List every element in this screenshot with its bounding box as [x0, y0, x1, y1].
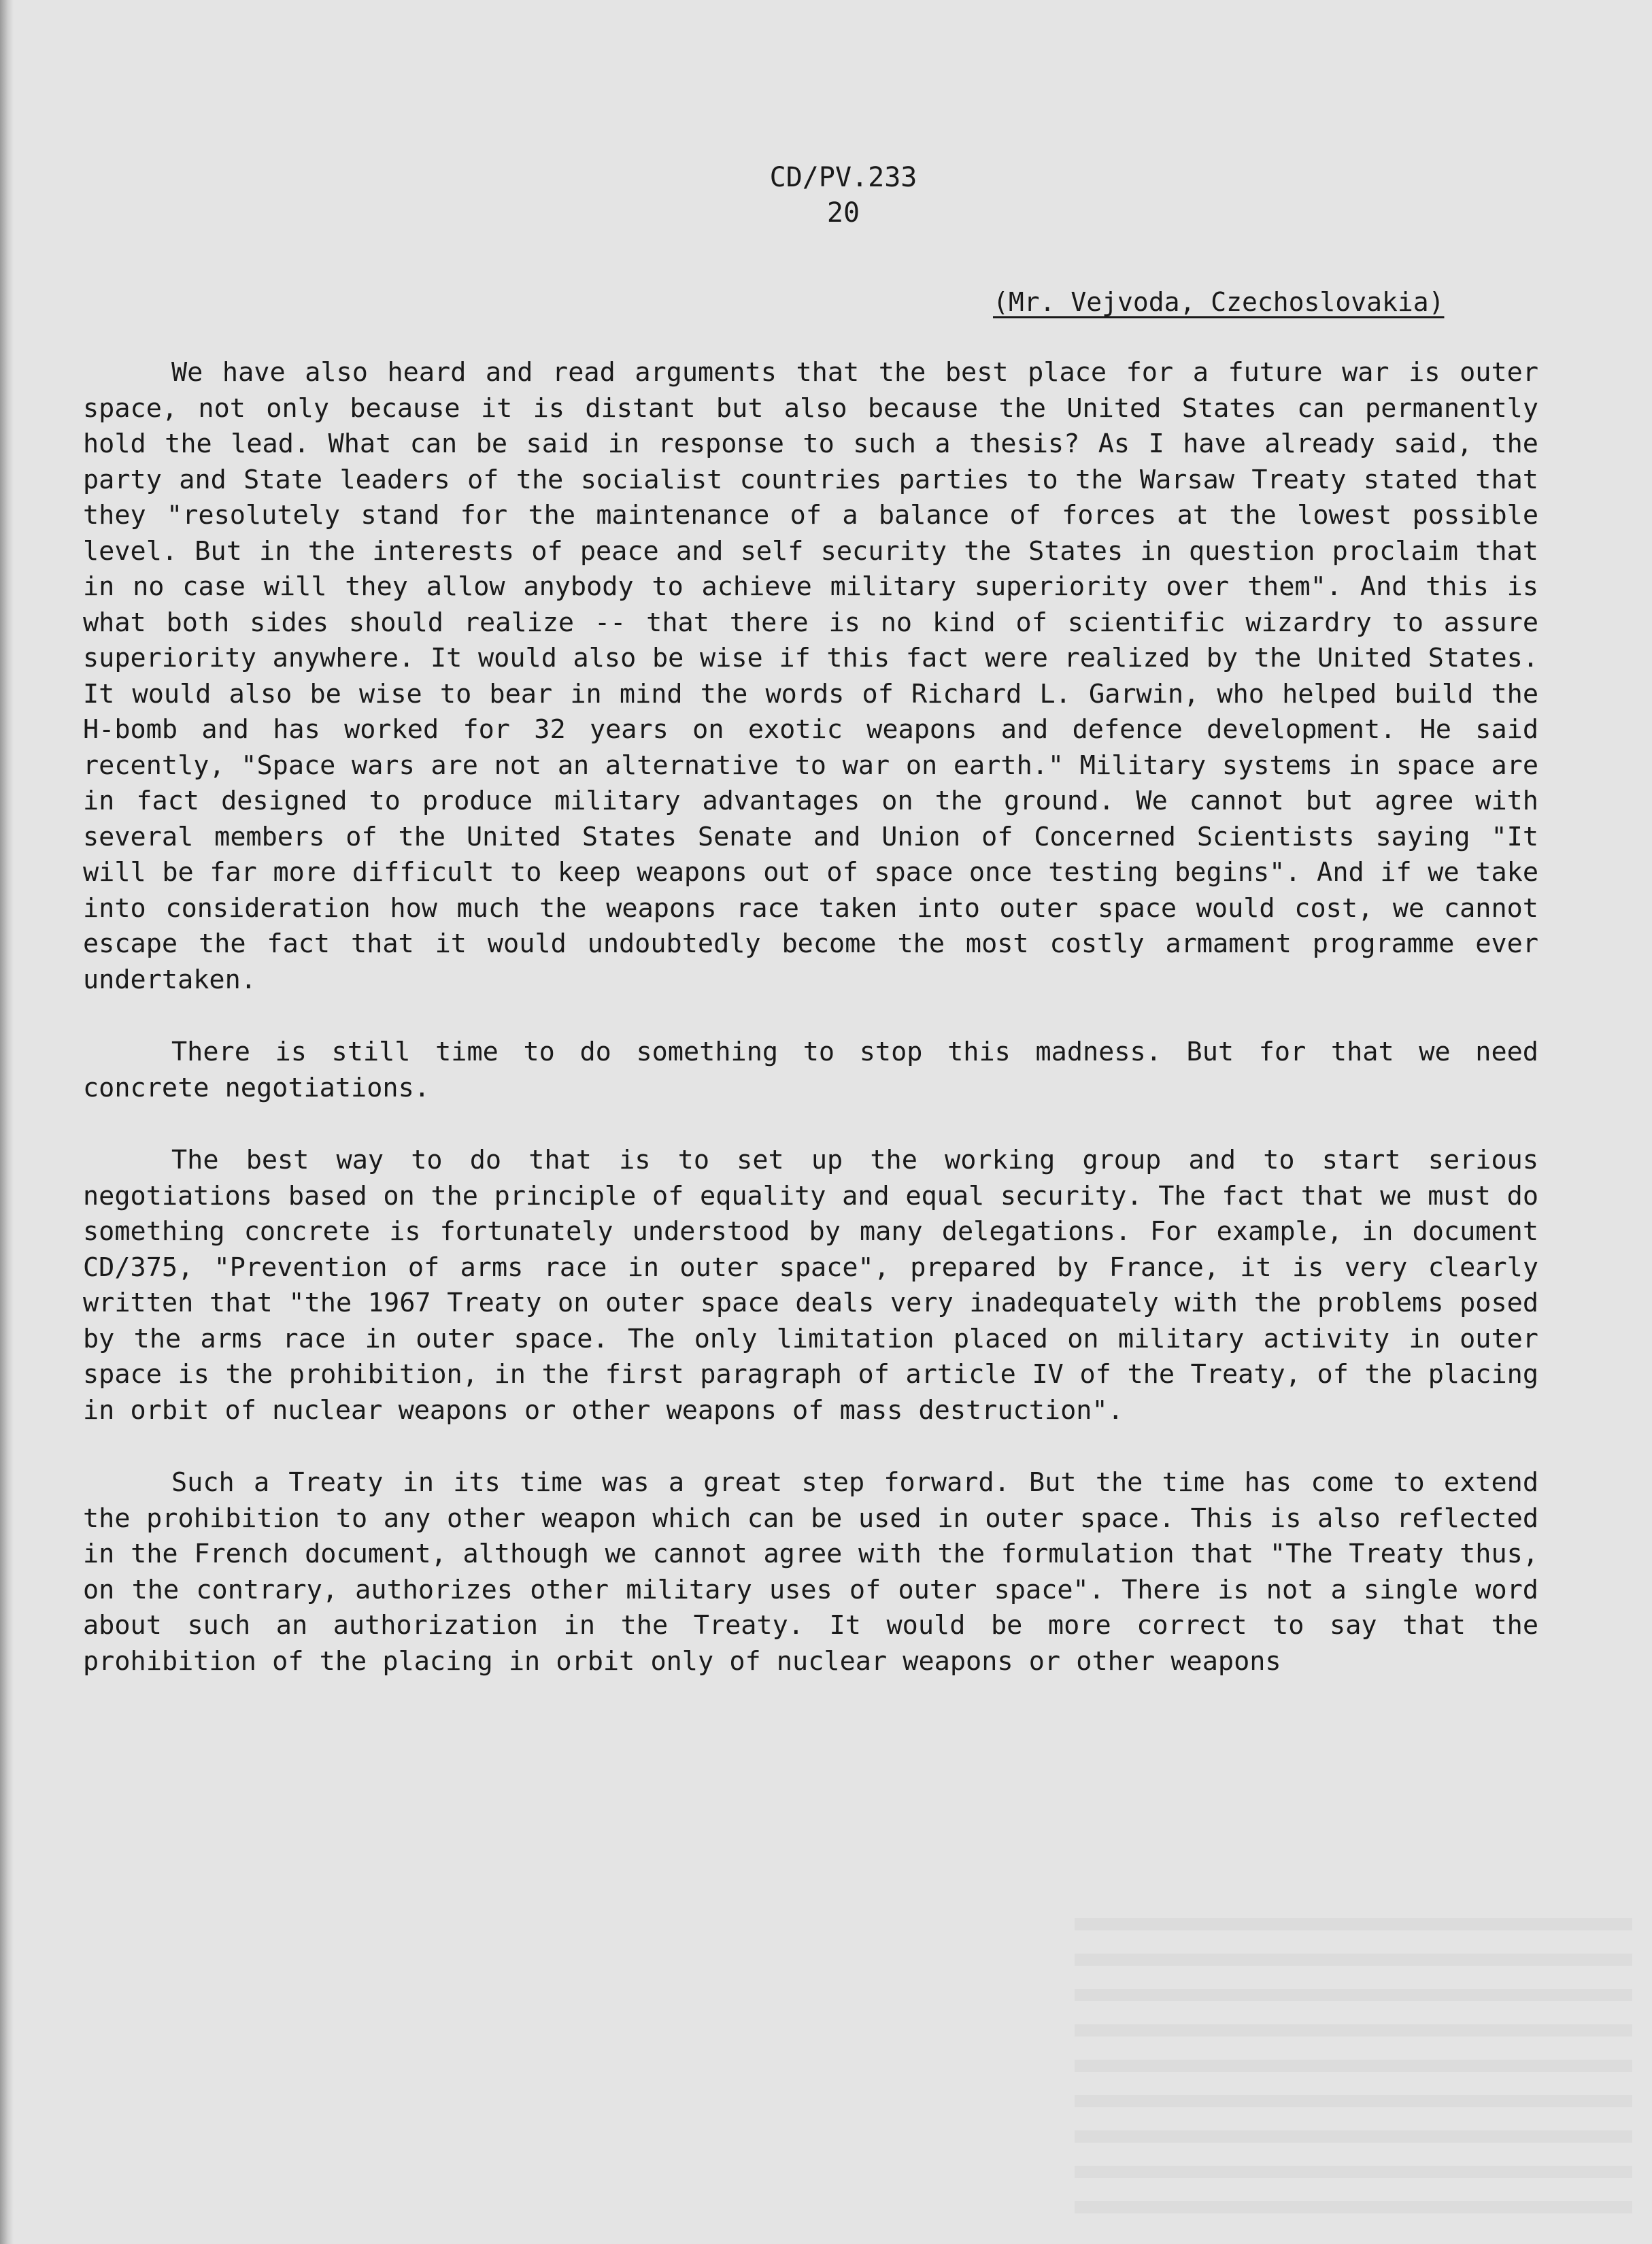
document-body: [83, 355, 1538, 1716]
speaker-attribution: (Mr. Vejvoda, Czechoslovakia): [993, 287, 1445, 317]
paragraph: Such a Treaty in its time was a great step forward. But the time has come to extend the prohibition to any other weapon which can be used in outer space. This is also reflected in the French document, although we cannot agree with the formulation that "The Treaty thus, on the contrary, authorizes other military uses of outer space". There is not a single word about such an authorization in the Treaty. It would be more correct to say that the prohibition of the placing in orbit only of nuclear weapons or other weapons: [83, 1467, 1538, 1677]
paragraph: There is still time to do something to stop this madness. But for that we need concrete negotiations.: [83, 1037, 1538, 1103]
bleed-through-text: [1075, 1918, 1632, 2217]
paragraph: The best way to do that is to set up the working group and to start serious negotiations based on the principle of equality and equal security. The fact that we must do something concrete is fortunately understood by many delegations. For example, in document CD/375, "Prevention of arms race in outer space", prepared by France, it is very clearly written that "the 1967 Treaty on outer space deals very inadequately with the problems posed by the arms race in outer space. The only limitation placed on military activity in outer space is the prohibition, in the first paragraph of article IV of the Treaty, of the placing in orbit of nuclear weapons or other weapons of mass destruction".: [83, 1145, 1538, 1426]
paragraph: We have also heard and read arguments that the best place for a future war is outer space, not only because it is distant but also because the United States can permanently hold the lead. What can be said in response to such a thesis? As I have already said, the party and State leaders of the socialist countries parties to the Warsaw Treaty stated that they "resolutely stand for the maintenance of a balance of forces at the lowest possible level. But in the interests of peace and self security the States in question proclaim that in no case will they allow anybody to achieve military superiority over them". And this is what both sides should realize -- that there is no kind of scientific wizardry to assure superiority anywhere. It would also be wise if this fact were realized by the United States. It would also be wise to bear in mind the words of Richard L. Garwin, who helped build the H-bomb and has worked for 32 years on exotic weapons and defence development. He said recently, "Space wars are not an alternative to war on earth." Military systems in space are in fact designed to produce military advantages on the ground. We cannot but agree with several members of the United States Senate and Union of Concerned Scientists saying "It will be far more difficult to keep weapons out of space once testing begins". And if we take into consideration how much the weapons race taken into outer space would cost, we cannot escape the fact that it would undoubtedly become the most costly armament programme ever undertaken.: [83, 357, 1538, 995]
document-code: CD/PV.233: [769, 162, 917, 193]
page-binding-edge: [0, 0, 14, 2244]
page-number: 20: [826, 197, 860, 229]
page-header: [707, 160, 979, 231]
